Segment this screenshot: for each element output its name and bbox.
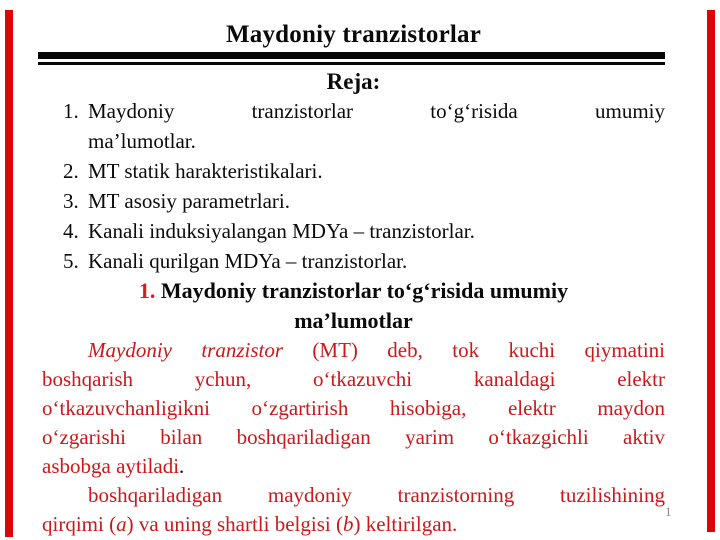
list-item-text: Maydoniy tranzistorlar to‘g‘risida umumiy ma’lumotlar.: [88, 99, 665, 153]
page-number: 1: [665, 504, 672, 519]
section-heading: 1. Maydoniy tranzistorlar to‘g‘risida umumiy ma’lumotlar: [138, 278, 569, 333]
list-item: [42, 186, 665, 216]
list-item-text: MT asosiy parametrlari.: [88, 189, 290, 213]
plan-heading: Reja:: [326, 69, 381, 94]
list-item: [42, 246, 665, 276]
list-item-number: 5.: [63, 249, 79, 273]
list-item-text: Kanali qurilgan MDYa – tranzistorlar.: [88, 249, 408, 273]
figure-reference-paragraph: boshqariladigan maydoniy tranzistorning tuzilishining qirqimi (a) va uning shartli belgisi (b) keltirilgan.: [42, 483, 665, 536]
title-divider-rule: [38, 52, 665, 65]
list-item: [42, 216, 665, 246]
list-item: [42, 156, 665, 186]
list-item-number: 3.: [63, 189, 79, 213]
list-item-number: 2.: [63, 159, 79, 183]
list-item-text: MT statik harakteristikalari.: [88, 159, 323, 183]
list-item: [42, 96, 665, 156]
definition-paragraph: Maydoniy tranzistor (MT) deb, tok kuchi qiymatini boshqarish ychun, o‘tkazuvchi kanaldagi elektr o‘tkazuvchanligikni o‘zgartirish hisobiga, elektr maydon o‘zgarishi bilan boshqariladigan yarim o‘tkazgichli aktiv asbobga aytiladi.: [42, 338, 665, 478]
list-item-number: 1.: [63, 99, 79, 123]
right-accent-bar: [707, 10, 715, 532]
left-accent-bar: [5, 10, 13, 537]
list-item-number: 4.: [63, 219, 79, 243]
slide-content: [42, 0, 665, 539]
slide-title: Maydoniy tranzistorlar: [225, 21, 482, 48]
plan-list: [42, 96, 665, 276]
list-item-text: Kanali induksiyalangan MDYa – tranzistorlar.: [88, 219, 475, 243]
